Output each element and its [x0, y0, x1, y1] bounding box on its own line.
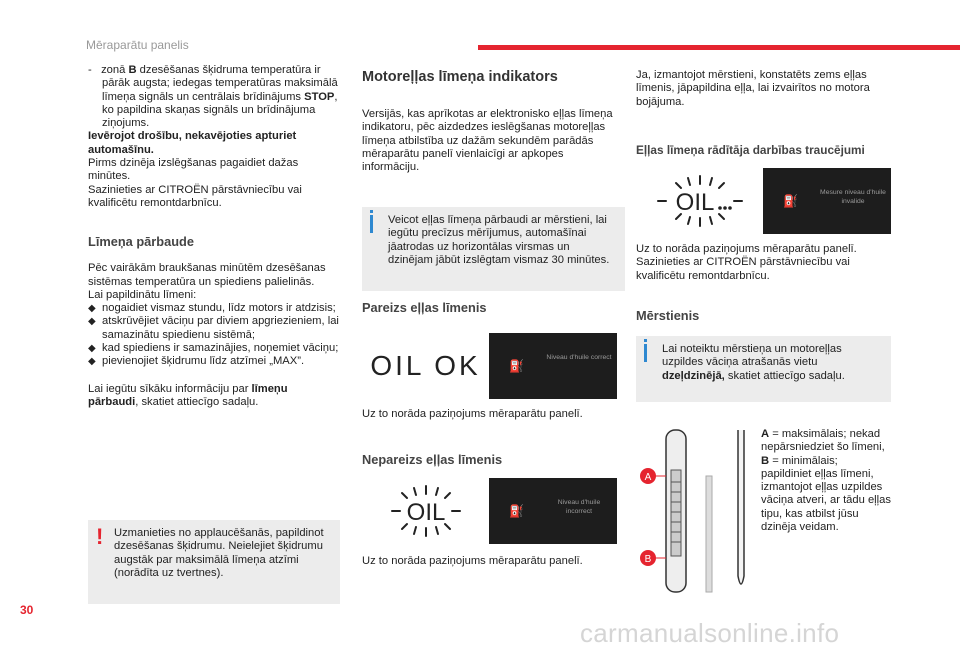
- correct-caption: Uz to norāda paziņojums mēraparātu panelī.: [362, 408, 583, 420]
- info-icon: [644, 344, 647, 362]
- level-check-title: Līmeņa pārbaude: [88, 234, 194, 250]
- low-level-text: Ja, izmantojot mērstieni, konstatēts zems eļļas līmenis, jāpapildina eļļa, lai izvairītos no motora bojājuma.: [636, 69, 870, 108]
- oil-fault-text: OIL: [675, 189, 714, 216]
- step-item: ◆ kad spiediens ir samazinājies, noņemiet vāciņu;: [88, 342, 339, 355]
- incorrect-level-title: Nepareizs eļļas līmenis: [362, 452, 503, 467]
- display-oil-fault: [636, 168, 891, 234]
- column-middle: [362, 64, 617, 174]
- correct-level-title: Pareizs eļļas līmenis: [362, 300, 487, 315]
- column-left: [88, 64, 340, 409]
- screen-message: Niveau d'huile correct: [546, 354, 612, 361]
- page-number: 30: [20, 603, 34, 617]
- oil-alert-text: OIL: [406, 499, 445, 526]
- bullet-icon: ◆: [88, 343, 96, 355]
- oil-can-icon: ⛽: [509, 504, 524, 518]
- legend-b: B = minimālais; papildiniet eļļas līmeni, izmantojot eļļas uzpildes vāciņa atveri, ar tādu eļļas tipu, kas atbilst jūsu dzinēja veidam.: [761, 454, 891, 534]
- legend-a: A = maksimālais; nekad nepārsniedziet šo līmeni,: [761, 428, 885, 454]
- screen-message: Mesure niveau d'huile invalide: [820, 189, 886, 205]
- step-item: ◆ nogaidiet vismaz stundu, līdz motors ir atdzisis;: [88, 302, 336, 315]
- dipstick-legend: [761, 428, 891, 534]
- column-right: [636, 64, 892, 157]
- info-box-dipstick: Lai noteiktu mērstieņa un motoreļļas uzpildes vāciņa atrašanās vietu dzeļdzinējā, skatiet attiecīgo sadaļu.: [636, 336, 891, 402]
- warning-text: Pirms dzinēja izslēgšanas pagaidiet dažas minūtes.: [88, 157, 299, 183]
- marker-b-label: B: [644, 554, 652, 565]
- display-oil-incorrect: [362, 478, 617, 544]
- oil-indicator-intro: Versijās, kas aprīkotas ar elektronisko eļļas līmeņa indikatoru, pēc aizdedzes ieslēgšanas motoreļļas līmeņa atbilstība uz dažām sekundēm parādās mēraparātu panelī vienlaicīgi ar apkopes informāciju.: [362, 108, 613, 174]
- safety-warning: Ievērojot drošību, nekavējoties apturiet automašīnu.: [88, 130, 297, 156]
- dipstick-title: Mērstienis: [636, 308, 700, 323]
- screen-message: Niveau d'huile incorrect: [557, 499, 601, 515]
- bullet-icon: ◆: [88, 316, 96, 328]
- marker-a-label: A: [644, 472, 652, 483]
- oil-indicator-title: Motoreļļas līmeņa indikators: [362, 69, 558, 85]
- display-oil-ok: [362, 333, 617, 399]
- fault-caption: Uz to norāda paziņojums mēraparātu panelī. Sazinieties ar CITROËN pārstāvniecību vai kvalificētu remontdarbnīcu.: [636, 243, 857, 282]
- level-intro: Pēc vairākām braukšanas minūtēm dzesēšanas sistēmas temperatūra un spiediens palielinās.: [88, 262, 326, 288]
- watermark: carmanualsonline.info: [580, 618, 840, 648]
- step-item: ◆ pievienojiet šķidrumu līdz atzīmei „MAX”.: [88, 355, 305, 368]
- exclamation-icon: !: [96, 524, 104, 549]
- level-refill: Lai papildinātu līmeni:: [88, 288, 197, 301]
- fault-title: Eļļas līmeņa rādītāja darbības traucējumi: [636, 142, 865, 157]
- header-accent-bar: [478, 45, 960, 50]
- dash-item: - zonā B dzesēšanas šķidruma temperatūra ir pārāk augsta; iedegas temperatūras maksimālā līmeņa signāls un centrālais brīdinājums STOP, ko papildina skaņas signāls un brīdinājuma ziņojums.: [88, 64, 338, 130]
- info-icon: [370, 215, 373, 233]
- info-box: Veicot eļļas līmeņa pārbaudi ar mērstieni, lai iegūtu precīzus mērījumus, automašīnai jāatrodas uz horizontālas virsmas un dzinējam jābūt izslēgtam vismaz 30 minūtes.: [362, 207, 625, 291]
- warning-box: ! Uzmanieties no applaucēšanās, papildinot dzesēšanas šķidrumu. Neielejiet šķidrumu augstāk par maksimālā līmeņa atzīmi (norādīta uz tvertnes).: [88, 520, 340, 604]
- warning-text-2: Sazinieties ar CITROËN pārstāvniecību vai kvalificētu remontdarbnīcu.: [88, 183, 302, 209]
- bullet-icon: ◆: [88, 303, 96, 315]
- oil-alert-icon: [386, 483, 466, 539]
- oil-ok-readout: OIL OK: [370, 350, 481, 381]
- oil-can-icon: ⛽: [509, 359, 524, 373]
- oil-fault-icon: [652, 173, 748, 229]
- step-item: ◆ atskrūvējiet vāciņu par diviem apgriezieniem, lai samazinātu spiedienu sistēmā;: [88, 315, 339, 341]
- dipstick-illustration: [638, 426, 756, 594]
- page-header-title: Mēraparātu panelis: [86, 38, 189, 52]
- incorrect-caption: Uz to norāda paziņojums mēraparātu panelī.: [362, 555, 583, 567]
- more-info: Lai iegūtu sīkāku informāciju par līmeņu pārbaudi, skatiet attiecīgo sadaļu.: [88, 382, 288, 408]
- bullet-icon: ◆: [88, 356, 96, 368]
- oil-can-icon: ⛽: [783, 194, 798, 208]
